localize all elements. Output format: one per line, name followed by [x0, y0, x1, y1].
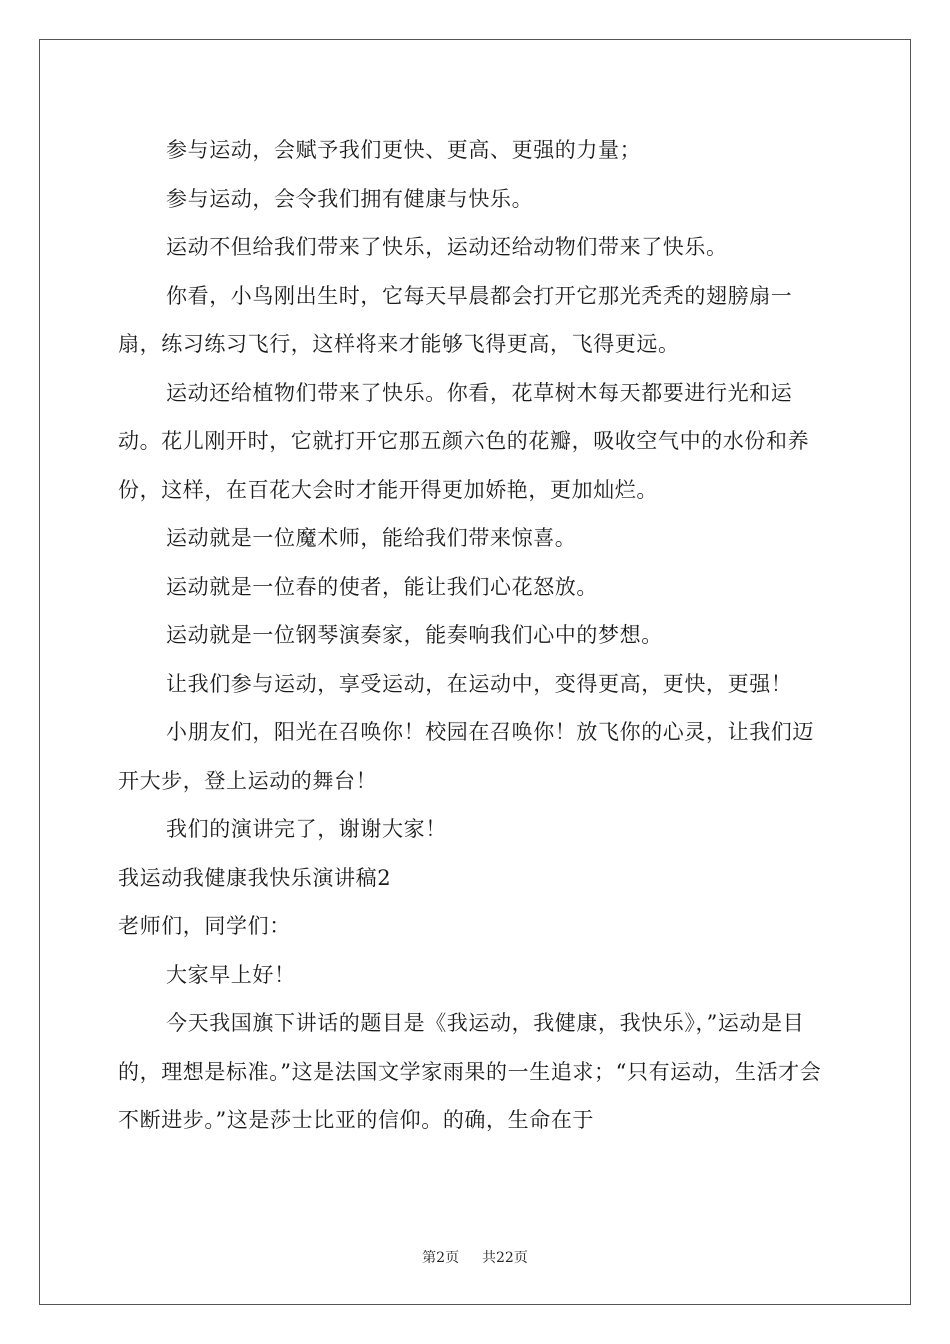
paragraph: 小朋友们，阳光在召唤你！校园在召唤你！放飞你的心灵，让我们迈开大步，登上运动的舞台！ — [118, 720, 814, 793]
document-body — [118, 126, 834, 1145]
paragraph: 参与运动，会令我们拥有健康与快乐。 — [166, 186, 534, 211]
paragraph: 你看，小鸟刚出生时，它每天早晨都会打开它那光秃秃的翅膀扇一扇，练习练习飞行，这样将来才能够飞得更高，飞得更远。 — [118, 283, 793, 356]
page-total: 共22页 — [482, 1250, 528, 1266]
paragraph: 运动就是一位钢琴演奏家，能奏响我们心中的梦想。 — [166, 623, 663, 647]
page-footer — [0, 1247, 950, 1267]
section-title: 我运动我健康我快乐演讲稿2 — [118, 865, 392, 890]
paragraph: 大家早上好！ — [166, 962, 296, 987]
paragraph: 运动就是一位春的使者，能让我们心花怒放。 — [166, 574, 598, 599]
paragraph: 我们的演讲完了，谢谢大家！ — [166, 817, 447, 841]
paragraph: 参与运动，会赋予我们更快、更高、更强的力量； — [166, 138, 642, 162]
paragraph: 让我们参与运动，享受运动，在运动中，变得更高，更快，更强！ — [166, 671, 793, 696]
page-number: 第2页 — [422, 1250, 460, 1266]
paragraph: 运动还给植物们带来了快乐。你看，花草树木每天都要进行光和运动。花儿刚开时，它就打开它那五颜六色的花瓣，吸收空气中的水份和养份，这样，在百花大会时才能开得更加娇艳，更加灿烂。 — [118, 380, 810, 502]
paragraph: 今天我国旗下讲话的题目是《我运动，我健康，我快乐》，”运动是目的，理想是标准。”这是法国文学家雨果的一生追求；“只有运动，生活才会不断进步。”这是莎士比亚的信仰。的确，生命在于 — [118, 1011, 822, 1132]
paragraph: 运动不但给我们带来了快乐，运动还给动物们带来了快乐。 — [166, 235, 728, 259]
salutation: 老师们，同学们： — [118, 914, 291, 938]
paragraph: 运动就是一位魔术师，能给我们带来惊喜。 — [166, 526, 577, 550]
